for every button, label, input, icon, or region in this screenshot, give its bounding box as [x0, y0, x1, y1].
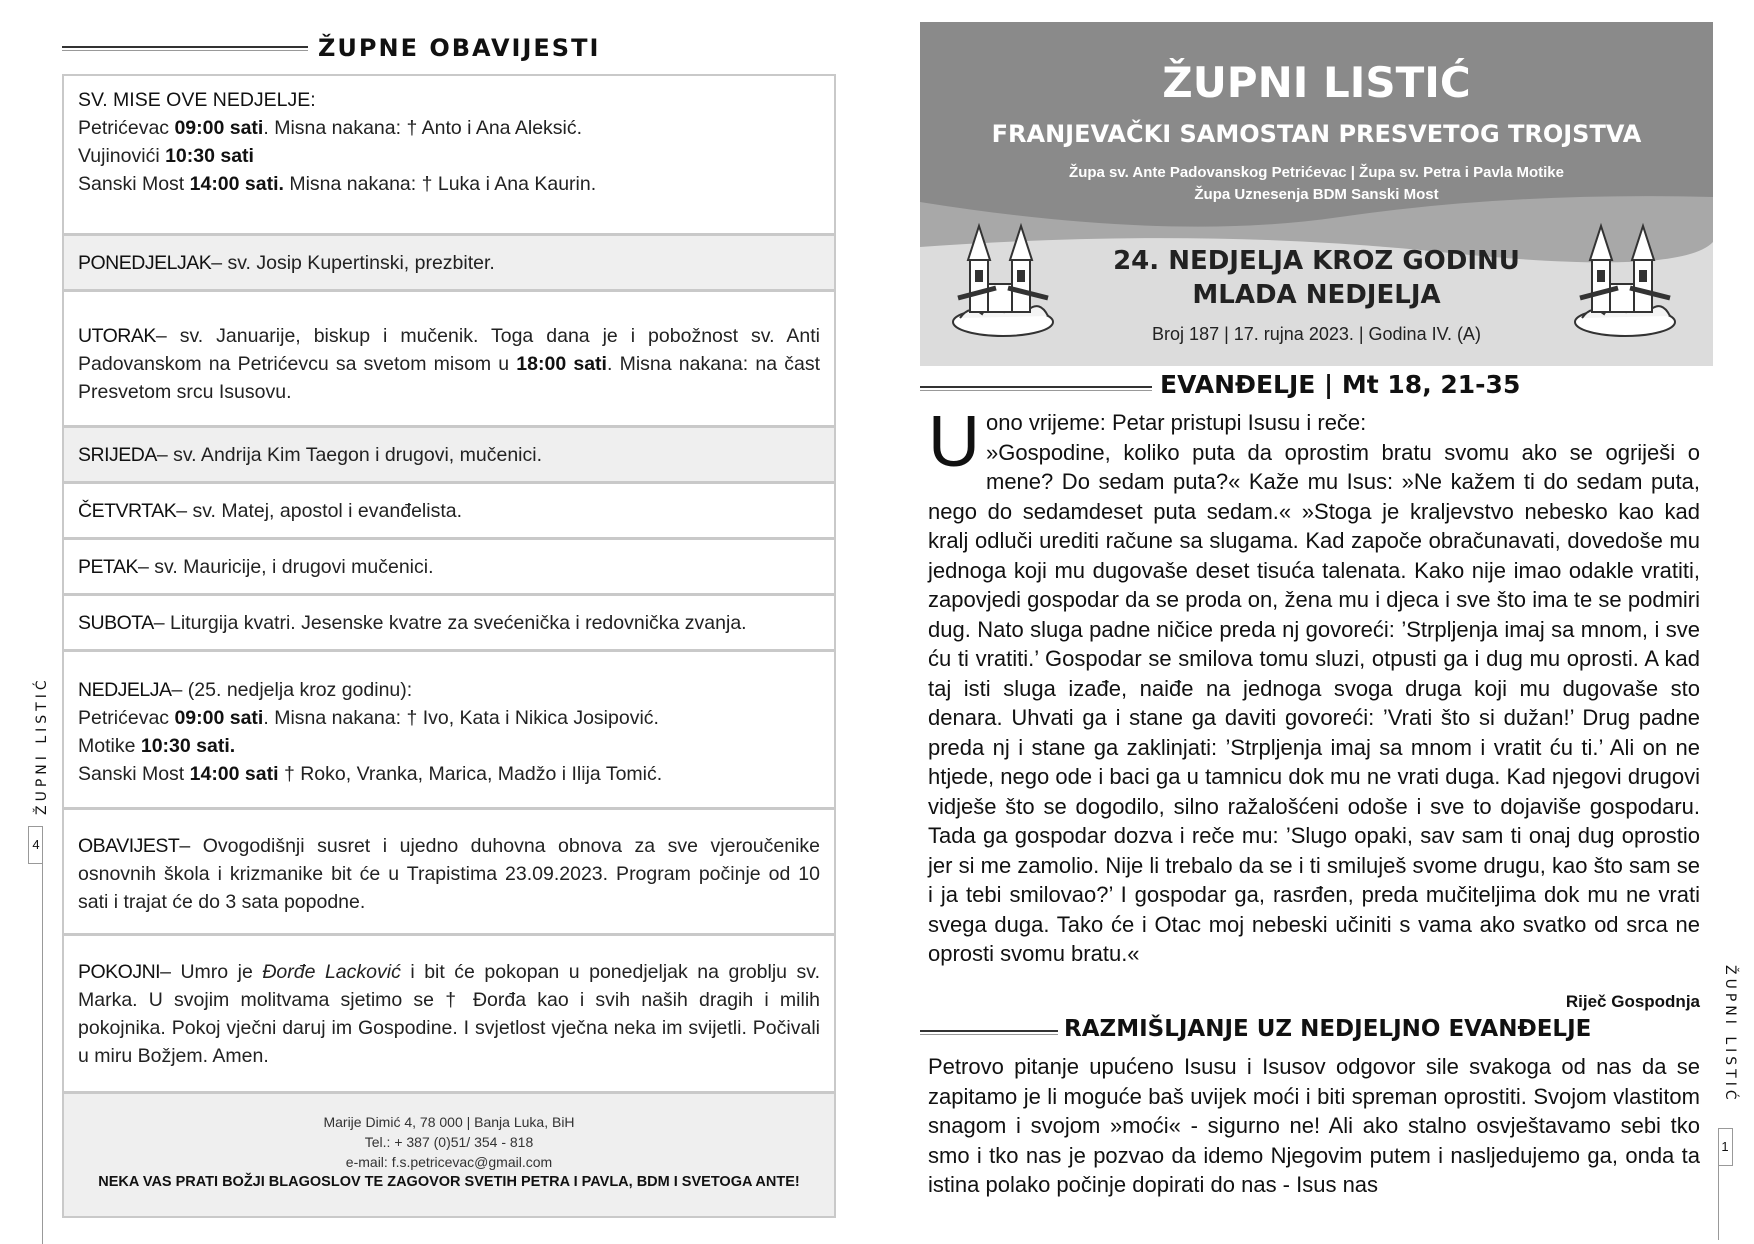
banner-parishes: Župa sv. Ante Padovanskog Petrićevac | Župa sv. Petra i Pavla Motike	[1069, 164, 1564, 181]
monday-row	[64, 236, 834, 292]
day-label: SRIJEDA	[78, 444, 157, 466]
email: e-mail: f.s.petricevac@gmail.com	[345, 1154, 553, 1170]
masthead-banner	[920, 22, 1713, 366]
church-logo-icon	[1570, 218, 1680, 338]
church-logo-icon	[948, 218, 1058, 338]
side-label-right: ŽUPNI LISTIĆ	[1722, 965, 1738, 1104]
mass-line: Sanski Most 14:00 sati † Roko, Vranka, Marica, Madžo i Ilija Tomić.	[78, 763, 663, 785]
wednesday-row: SRIJEDA– sv. Andrija Kim Taegon i drugovi, mučenici.	[64, 428, 834, 484]
sunday-row: NEDJELJA– (25. nedjelja kroz godinu): Petrićevac 09:00 sati. Misna nakana: † Ivo, Kata i Nikica Josipović. Motike 10:30 sati. Sanski Most 14:00 sati † Roko, Vranka, Marica, Madžo i Ilija Tomić.	[64, 652, 834, 810]
day-label: NEDJELJA	[78, 679, 172, 701]
gospel-reference: Riječ Gospodnja	[1565, 992, 1700, 1011]
reflection-heading: RAZMIŠLJANJE UZ NEDJELJNO EVANĐELJE	[1064, 1016, 1592, 1042]
page-number-left: 4	[28, 826, 43, 864]
mass-line: Vujinovići 10:30 sati	[78, 145, 254, 167]
mass-line: Petrićevac 09:00 sati. Misna nakana: † Ivo, Kata i Nikica Josipović.	[78, 707, 659, 729]
page-number-right: 1	[1718, 1128, 1733, 1166]
section-rule	[920, 1030, 1058, 1032]
mass-line: Motike 10:30 sati.	[78, 735, 236, 757]
day-label: SUBOTA	[78, 612, 154, 634]
address: Marije Dimić 4, 78 000 | Banja Luka, BiH	[323, 1114, 575, 1130]
page-edge-line	[42, 826, 43, 1244]
deceased-name: Đorđe Lacković	[262, 961, 401, 983]
contact-footer	[64, 1094, 834, 1216]
gospel-body: »Gospodine, koliko puta da oprostim bratu svomu ako se ogriješi o mene? Do sedam puta?« Kaže mu Isus: »Ne kažem ti do sedam puta, nego do sedamdeset puta sedam.« »Stoga je kraljevstvo nebesko kao kad kralj odluči urediti račune sa slugama. Kad započe obračunavati, dovedoše mu jednoga koji mu dugovaše deset tisuća talenata. Kako nije imao odakle vratiti, zapovjedi gospodar da se proda on, žena mu i djeca i sve što ima te se podmiri dug. Nato sluga padne ničice preda nj govoreći: ’Strpljenja imaj sa mnom, i sve ću ti vratiti.’ Gospodar se smilova tomu sluzi, otpusti ga i dug mu oprosti. A kad taj isti sluga izađe, naiđe na jednoga svoga druga koji mu dugovaše sto denara. Uhvati ga i stane ga daviti govoreći: ’Vrati što si dužan!’ Drug padne preda nj i stane ga zaklinjati: ’Strpljenja imaj sa mnom i vratit ću ti.’ Ali on ne htjede, nego ode i baci ga u tamnicu dok mu ne vrati duga. Kad njegovi drugovi vidješe što se dogodilo, silno ražalošćeni odoše i sve to dojaviše gospodaru. Tada ga gospodar dozva i reče mu: ’Slugo opaki, sav sam ti onaj dug oprostio jer si me zamolio. Nije li trebalo da se i ti smiluješ svome drugu, kao što sam se i ja tebi smilovao?’ I gospodar ga, rasrđen, preda mučiteljima dok mu ne vrati svega duga. Tako će i Otac moj nebeski učiniti s vama ako svatko od srca ne oprosti svomu bratu.«	[928, 439, 1700, 966]
deceased-row: POKOJNI– Umro je Đorđe Lacković i bit će pokopan u ponedjeljak na groblju sv. Marka. U svojim molitvama sjetimo se † Đorđa kao i svih naših dragih i milih pokojnika. Pokoj vječni daruj im Gospodine. I svjetlost vječna neka im svijetli. Počivali u miru Božjem. Amen.	[64, 936, 834, 1094]
gospel-heading: EVANĐELJE | Mt 18, 21-35	[1160, 370, 1521, 399]
banner-title: ŽUPNI LISTIĆ	[1162, 58, 1471, 107]
section-rule	[920, 386, 1152, 388]
day-label: PETAK	[78, 556, 138, 578]
issue-info: Broj 187 | 17. rujna 2023. | Godina IV. (A)	[1152, 324, 1481, 344]
mass-line: Sanski Most 14:00 sati. Misna nakana: † Luka i Ana Kaurin.	[78, 173, 597, 195]
phone: Tel.: + 387 (0)51/ 354 - 818	[364, 1134, 534, 1150]
tuesday-row: UTORAK– sv. Januarije, biskup i mučenik. Toga dana je i pobožnost sv. Anti Padovanskom na Petrićevcu sa svetom misom u 18:00 sati. Misna nakana: na čast Presvetom srcu Isusovu.	[64, 292, 834, 428]
day-label: OBAVIJEST	[78, 835, 180, 857]
page-edge-line	[1718, 1128, 1719, 1240]
banner-subtitle: FRANJEVAČKI SAMOSTAN PRESVETOG TROJSTVA	[991, 120, 1642, 148]
masses-row	[64, 76, 834, 236]
notices-table	[62, 74, 836, 1218]
gospel-text	[928, 402, 1700, 969]
heading-rule	[62, 46, 308, 48]
day-label: UTORAK	[78, 325, 156, 347]
sunday-name: 24. NEDJELJA KROZ GODINU	[1113, 246, 1520, 276]
notice-row: OBAVIJEST– Ovogodišnji susret i ujedno duhovna obnova za sve vjeroučenike osnovnih škola i krizmanike bit će u Trapistima 23.09.2023. Program počinje od 10 sati i trajat će do 3 sata popodne.	[64, 810, 834, 936]
gospel-first-line: ono vrijeme: Petar pristupi Isusu i reče:	[986, 410, 1367, 435]
section-rule-thin	[920, 390, 1152, 391]
day-text: – sv. Josip Kupertinski, prezbiter.	[211, 252, 495, 274]
saturday-row: SUBOTA– Liturgija kvatri. Jesenske kvatre za svećenička i redovnička zvanja.	[64, 596, 834, 652]
section-rule-thin	[920, 1034, 1058, 1035]
masses-title: SV. MISE OVE NEDJELJE:	[78, 89, 316, 111]
notices-heading: ŽUPNE OBAVIJESTI	[318, 34, 601, 62]
mass-line: Petrićevac 09:00 sati. Misna nakana: † Anto i Ana Aleksić.	[78, 117, 583, 139]
friday-row: PETAK– sv. Mauricije, i drugovi mučenici.	[64, 540, 834, 596]
day-label: ČETVRTAK	[78, 500, 177, 522]
reflection-text: Petrovo pitanje upućeno Isusu i Isusov odgovor sile svakoga od nas da se zapitamo je li moguće baš uvijek moći i biti spreman oprostiti. Svojom vlastitom snagom i svojom »moći« - sigurno ne! Ali ako stalno osvještavamo sebi tko smo i tko nas je pozvao da idemo Njegovim putem i nasljedujemo ga, onda ta istina polako počinje dopirati do nas - Isus nas	[928, 1054, 1700, 1197]
day-label: POKOJNI	[78, 961, 161, 983]
banner-parishes: Župa Uznesenja BDM Sanski Most	[1194, 186, 1439, 203]
heading-rule-thin	[62, 50, 308, 51]
thursday-row: ČETVRTAK– sv. Matej, apostol i evanđelista.	[64, 484, 834, 540]
sunday-subname: MLADA NEDJELJA	[1192, 280, 1441, 310]
side-label-left: ŽUPNI LISTIĆ	[34, 676, 50, 815]
blessing: NEKA VAS PRATI BOŽJI BLAGOSLOV TE ZAGOVOR SVETIH PETRA I PAVLA, BDM I SVETOGA ANTE!	[98, 1174, 800, 1190]
drop-cap: U	[928, 402, 980, 482]
day-label: PONEDJELJAK	[78, 252, 212, 274]
